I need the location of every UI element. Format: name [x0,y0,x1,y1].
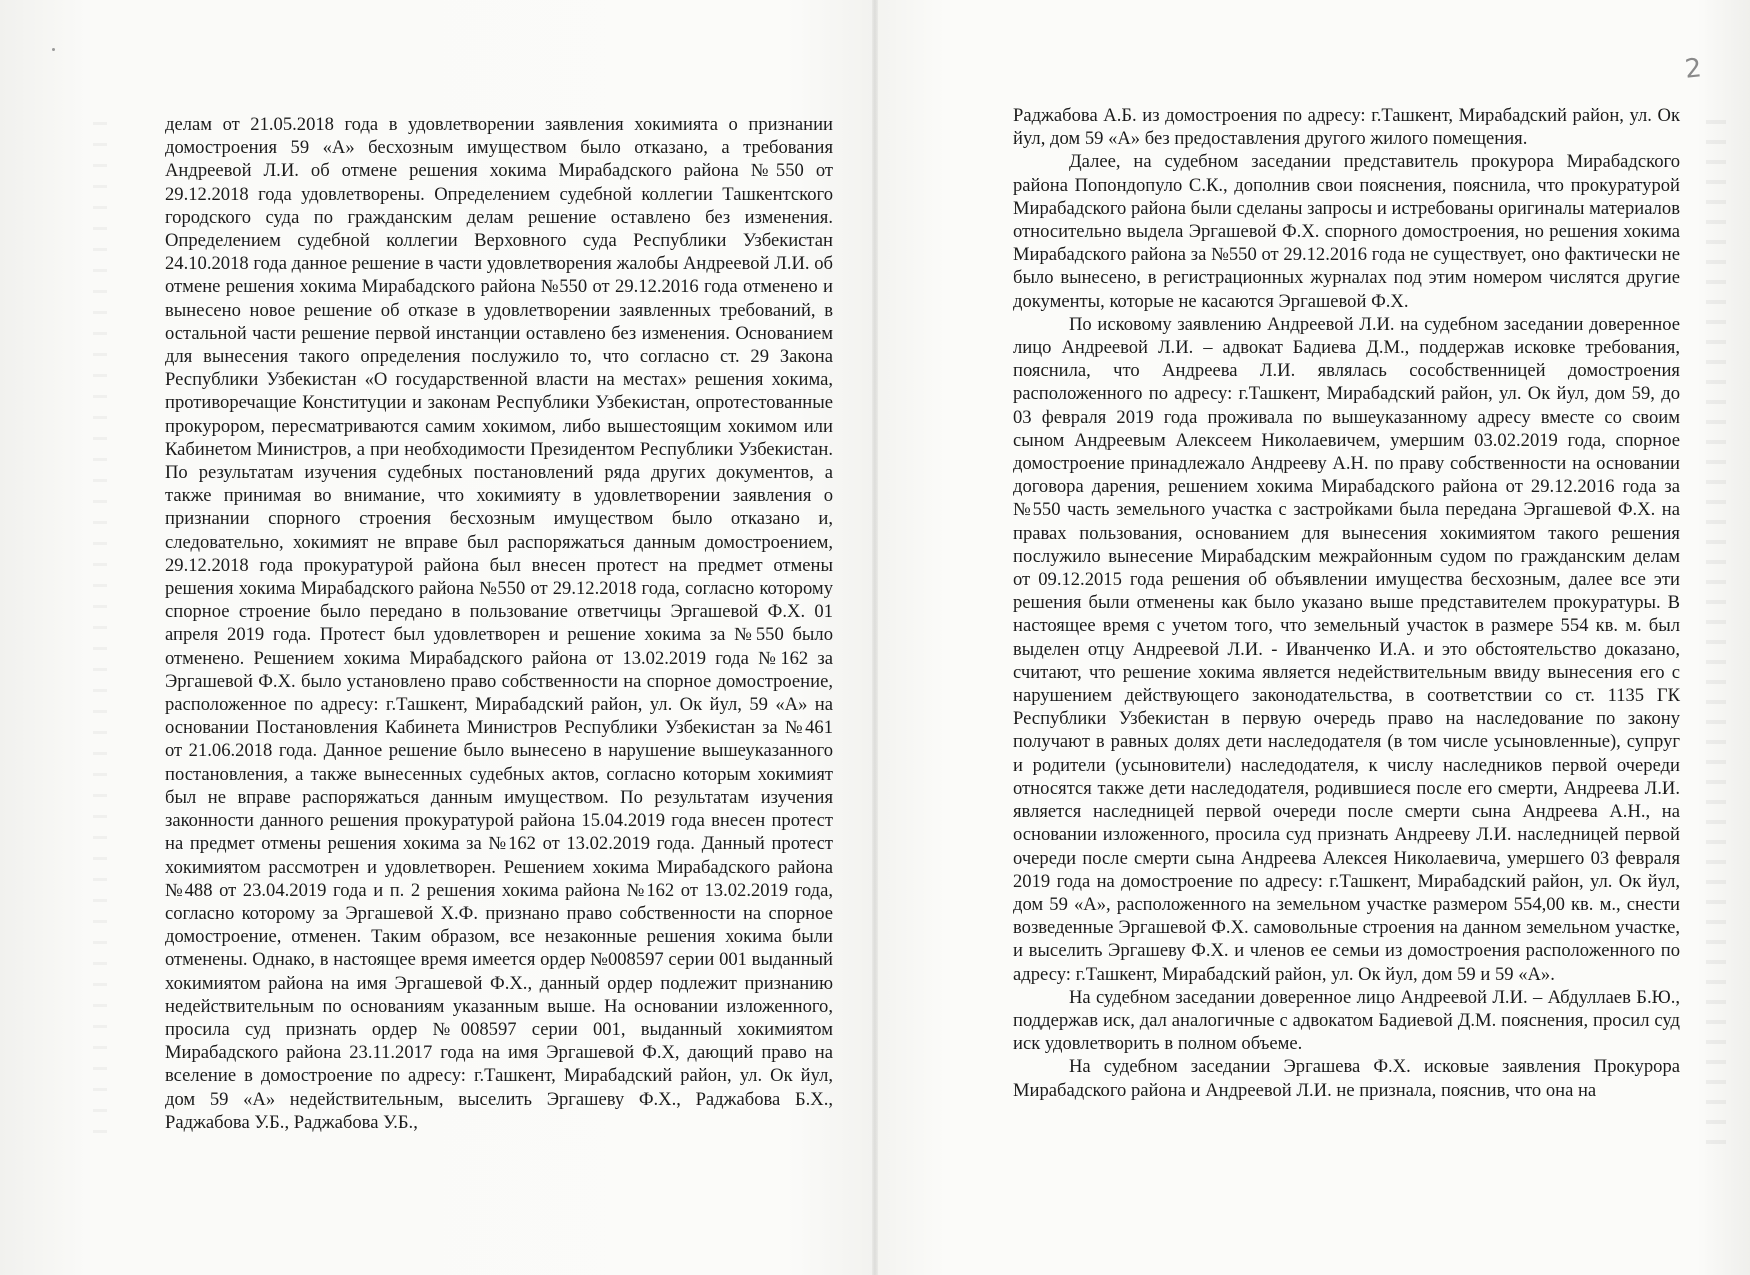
right-paragraph-5: На судебном заседании Эргашева Ф.Х. исковые заявления Прокурора Мирабадского района и Андреевой Л.И. не признала, пояснив, что она на [1013,1056,1680,1101]
left-column-text [165,113,833,1134]
scan-speck [52,48,55,51]
bleed-through-right [1706,104,1726,1144]
right-column-text [1013,104,1680,1102]
right-paragraph-2: Далее, на судебном заседании представитель прокурора Мирабадского района Попондопуло С.К., дополнив свои пояснения, пояснила, что прокуратурой Мирабадского района были сделаны запросы и истребованы оригиналы материалов относительно выдела Эргашевой Ф.Х. спорного домостроения, но решения хокима Мирабадского района за №550 от 29.12.2016 года не существует, оно фактически не было вынесено, в регистрационных журналах под этим номером числятся другие документы, которые не касаются Эргашевой Ф.Х. [1013,151,1680,312]
right-paragraph-3: По исковому заявлению Андреевой Л.И. на судебном заседании доверенное лицо Андреевой Л.И. – адвокат Бадиева Д.М., поддержав исковке требования, пояснила, что Андреева Л.И. являлась сособственницей домостроения расположенного по адресу: г.Ташкент, Мирабадский район, ул. Ок йул, дом 59, до 03 февраля 2019 года проживала по вышеуказанному адресу вместе со своим сыном Андреевым Алексеем Николаевичем, умершим 03.02.2019 года, спорное домостроение принадлежало Андрееву А.Н. по праву собственности на основании договора дарения, решением хокима Мирабадского района от 29.12.2016 года за №550 часть земельного участка с застройками была передана Эргашевой Ф.Х. на правах пользования, основанием для вынесения хокимиятом такого решения послужило вынесение Мирабадским межрайонным судом по гражданским делам от 09.12.2015 года решения об объявлении имущества бесхозным, далее все эти решения были отменены как было указано выше представителем прокуратуры. В настоящее время с учетом того, что земельный участок в размере 554 кв. м. был выделен отцу Андреевой Л.И. - Иванченко И.А. и это обстоятельство доказано, считают, что решение хокима является недействительным ввиду вынесения его с нарушением действующего законодательства, в соответствии со ст. 1135 ГК Республики Узбекистан в первую очередь право на наследование по закону получают в равных долях дети наследодателя (в том числе усыновленные), супруг и родители (усыновители) наследодателя, к числу наследников первой очереди относятся также дети наследодателя, родившиеся после его смерти, Андреева Л.И. является наследницей первой очереди после смерти сына Андреева А.Н., на основании изложенного, просила суд признать Андрееву Л.И. наследницей первой очереди после смерти сына Андреева Алексея Николаевича, умершего 03 февраля 2019 года на домостроение по адресу: г.Ташкент, Мирабадский район, ул. Ок йул, дом 59 «А», расположенного на земельном участке размером 554,00 кв. м., снести возведенные Эргашевой Ф.Х. самовольные строения на данном земельном участке, и выселить Эргашеву Ф.Х. и членов ее семьи из домостроения расположенного по адресу: г.Ташкент, Мирабадский район, ул. Ок йул, дом 59 и 59 «А». [1013,313,1680,985]
page-number: 2 [1683,53,1704,85]
right-paragraph-4: На судебном заседании доверенное лицо Андреевой Л.И. – Абдуллаев Б.Ю., поддержав иск, дал аналогичные с адвокатом Бадиевой Д.М. пояснения, просил суд иск удовлетворить в полном объеме. [1013,986,1680,1055]
page-gutter [872,0,878,1275]
left-paragraph-1: делам от 21.05.2018 года в удовлетворении заявления хокимията о признании домостроения 59 «А» бесхозным имуществом было отказано, а требования Андреевой Л.И. об отмене решения хокима Мирабадского района №550 от 29.12.2018 года удовлетворены. Определением судебной коллегии Ташкентского городского суда по гражданским делам решение оставлено без изменения. Определением судебной коллегии Верховного суда Республики Узбекистан 24.10.2018 года данное решение в части удовлетворения жалобы Андреевой Л.И. об отмене решения хокима Мирабадского района №550 от 29.12.2016 года отменено и вынесено новое решение об отказе в удовлетворении заявленных требований, в остальной части решение первой инстанции оставлено без изменения. Основанием для вынесения такого определения послужило то, что согласно ст. 29 Закона Республики Узбекистан «О государственной власти на местах» решения хокима, противоречащие Конституции и законам Республики Узбекистан, опротестованные прокурором, пересматриваются самим хокимом, либо вышестоящим хокимом или Кабинетом Министров, а при необходимости Президентом Республики Узбекистан. По результатам изучения судебных постановлений ряда других документов, а также принимая во внимание, что хокимияту в удовлетворении заявления о признании спорного строения бесхозным имуществом было отказано и, следовательно, хокимият не вправе был распоряжаться данным домостроением, 29.12.2018 года прокуратурой района был внесен протест на предмет отмены решения хокима Мирабадского района №550 от 29.12.2018 года, согласно которому спорное строение было передано в пользование ответчицы Эргашевой Ф.Х. 01 апреля 2019 года. Протест был удовлетворен и решение хокима за №550 было отменено. Решением хокима Мирабадского района от 13.02.2019 года №162 за Эргашевой Ф.Х. было установлено право собственности на спорное домостроение, расположенное по адресу: г.Ташкент, Мирабадский район, ул. Ок йул, 59 «А» на основании Постановления Кабинета Министров Республики Узбекистан за №461 от 21.06.2018 года. Данное решение было вынесено в нарушение вышеуказанного постановления, а также вынесенных судебных актов, согласно которым хокимият был не вправе распоряжаться данным имуществом. По результатам изучения законности данного решения прокуратурой района 15.04.2019 года внесен протест на предмет отмены решения хокима за №162 от 13.02.2019 года. Данный протест хокимиятом рассмотрен и удовлетворен. Решением хокима Мирабадского района №488 от 23.04.2019 года и п. 2 решения хокима района №162 от 13.02.2019 года, согласно которому за Эргашевой Х.Ф. признано право собственности на спорное домостроение, отменен. Таким образом, все незаконные решения хокима были отменены. Однако, в настоящее время имеется ордер №008597 серии 001 выданный хокимиятом района на имя Эргашевой Ф.Х., данный ордер подлежит признанию недействительным по основаниям указанным выше. На основании изложенного, просила суд признать ордер №008597 серии 001, выданный хокимиятом Мирабадского района 23.11.2017 года на имя Эргашевой Ф.Х, дающий право на вселение в домостроение по адресу: г.Ташкент, Мирабадский район, ул. Ок йул, дом 59 «А» недействительным, выселить Эргашеву Ф.Х., Раджабова Б.Х., Раджабова У.Б., Раджабова У.Б., [165,114,833,1133]
bleed-through-left [93,104,107,1144]
right-paragraph-1: Раджабова А.Б. из домостроения по адресу: г.Ташкент, Мирабадский район, ул. Ок йул, дом 59 «А» без предоставления другого жилого помещения. [1013,105,1680,150]
